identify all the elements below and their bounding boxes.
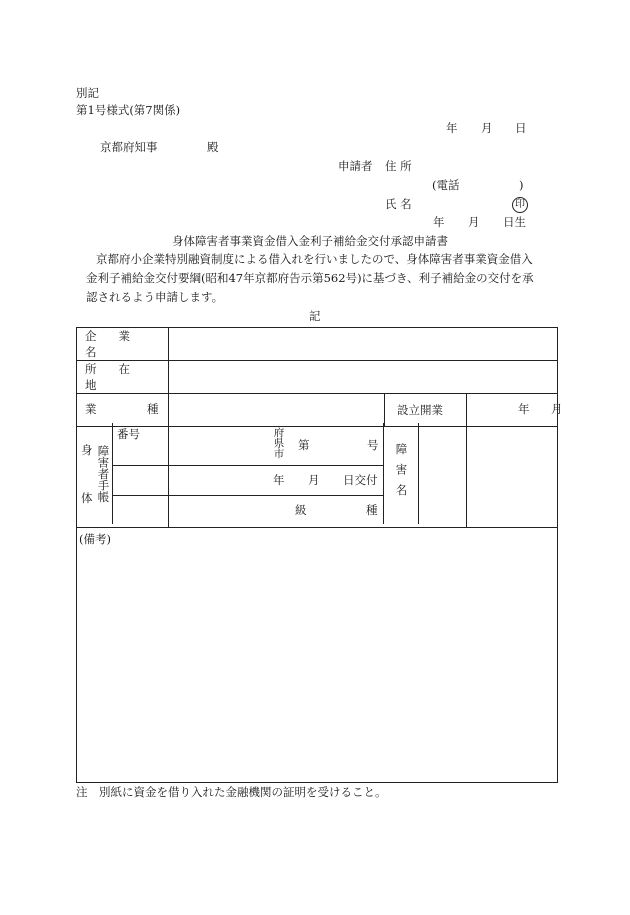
location-label-cell: 所在地 [77,361,169,394]
notebook-label-cell [77,427,169,528]
established-label-cell: 設立開業 [385,394,467,427]
disability-name-label: 障害名 [394,443,409,505]
prefecture-vertical: 府県市 [272,427,285,459]
footnote: 注 別紙に資金を借り入れた金融機関の証明を受けること。 [76,785,387,799]
industry-label-cell [77,394,169,427]
remarks-label: (備考) [79,532,111,546]
date-month: 月 [481,121,493,135]
body-line-1: 京都府小企業特別融資制度による借入れを行いましたので、身体障害者事業資金借入 [96,252,533,266]
ki-label: 記 [309,309,321,323]
notebook-vertical-label: 障害者手帳 [96,445,111,503]
notebook-detail-cell [169,427,467,528]
gou-label: 号 [367,438,379,452]
industry-char-2: 種 [147,402,159,416]
notebook-char-mi: 身 [81,443,93,457]
appendix-label: 別記 [76,86,99,100]
disability-block [467,427,558,528]
body-line-3: 認されるよう申請します。 [86,290,224,304]
company-input-cell[interactable] [169,328,558,361]
remarks-cell[interactable] [77,528,558,783]
grade-shu: 種 [366,503,378,517]
est-month: 月 [551,402,563,416]
established-input-cell[interactable] [467,394,563,427]
phone-close: ) [519,178,524,192]
seal-mark: 印 [512,197,528,213]
applicant-label: 申請者 [338,159,373,173]
number-label: 番号 [117,427,140,441]
grade-kyu: 級 [295,503,307,517]
date-day: 日 [515,121,527,135]
birth-day: 日生 [503,215,526,229]
notebook-char-tai: 体 [81,491,93,505]
issue-year: 年 [273,473,285,487]
form-number: 第1号様式(第7関係) [76,103,181,117]
issue-day: 日交付 [343,473,378,487]
addressee-suffix: 殿 [207,140,219,154]
est-year: 年 [518,402,530,416]
birth-year: 年 [433,215,445,229]
company-label-cell: 企業名 [77,328,169,361]
location-input-cell[interactable] [169,361,558,394]
date-year: 年 [446,121,458,135]
addressee: 京都府知事 [100,140,158,154]
application-form-table [76,327,563,783]
name-label: 氏 名 [385,197,412,211]
dai-label: 第 [298,438,310,452]
industry-input-cell[interactable] [169,394,385,427]
industry-char-1: 業 [85,402,97,416]
body-line-2: 金利子補給金交付要綱(昭和47年京都府告示第562号)に基づき、利子補給金の交付を承 [86,271,534,285]
address-label: 住 所 [385,159,412,173]
document-title: 身体障害者事業資金借入金利子補給金交付承認申請書 [172,234,448,248]
issue-month: 月 [308,473,320,487]
phone-label: (電話 [432,178,460,192]
birth-month: 月 [468,215,480,229]
